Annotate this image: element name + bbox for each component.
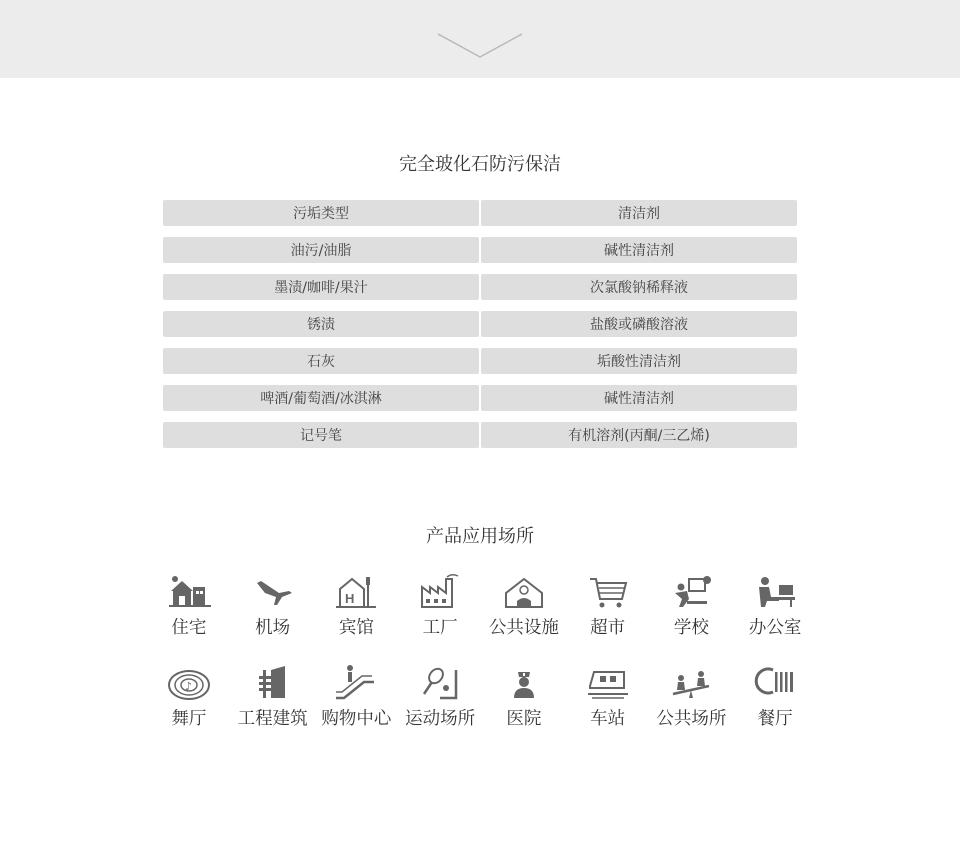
place-label: 餐厅 <box>757 709 793 729</box>
table-cell: 碱性清洁剂 <box>481 237 797 263</box>
place-item-office <box>733 573 817 639</box>
music-disc-icon <box>165 664 213 702</box>
place-label: 车站 <box>590 709 626 729</box>
place-item-school <box>650 573 734 639</box>
playground-icon <box>667 664 715 702</box>
place-item-sports-venue <box>398 664 482 730</box>
table-cell: 碱性清洁剂 <box>481 385 797 411</box>
tennis-icon <box>416 664 464 702</box>
school-icon <box>667 573 715 611</box>
airplane-icon <box>249 573 297 611</box>
table-row <box>163 274 797 300</box>
house-icon <box>165 573 213 611</box>
table-row <box>163 311 797 337</box>
place-item-public-facility <box>482 573 566 639</box>
place-label: 公共设施 <box>488 618 559 638</box>
restaurant-icon <box>751 664 799 702</box>
place-label: 公共场所 <box>656 709 727 729</box>
place-item-airport <box>231 573 315 639</box>
place-item-hotel <box>315 573 399 639</box>
places-grid-row-1 <box>147 573 817 639</box>
table-cell: 次氯酸钠稀释液 <box>481 274 797 300</box>
table-row <box>163 385 797 411</box>
table-cell: 锈渍 <box>163 311 479 337</box>
place-label: 住宅 <box>171 618 207 638</box>
table-header-cell: 污垢类型 <box>163 200 479 226</box>
places-section-title: 产品应用场所 <box>426 526 534 547</box>
place-item-hospital <box>482 664 566 730</box>
table-row <box>163 422 797 448</box>
place-label: 学校 <box>673 618 709 638</box>
svg-text:H: H <box>345 591 355 606</box>
place-label: 医院 <box>506 709 542 729</box>
chevron-down-icon[interactable] <box>436 32 524 60</box>
factory-icon <box>416 573 464 611</box>
place-label: 机场 <box>255 618 291 638</box>
public-facility-icon <box>500 573 548 611</box>
table-cell: 墨渍/咖啡/果汁 <box>163 274 479 300</box>
place-label: 舞厅 <box>171 709 207 729</box>
table-cell: 盐酸或磷酸溶液 <box>481 311 797 337</box>
table-header-row <box>163 200 797 226</box>
office-icon <box>751 573 799 611</box>
place-label: 办公室 <box>748 618 802 638</box>
train-icon <box>584 664 632 702</box>
shopping-cart-icon <box>584 573 632 611</box>
place-item-restaurant <box>733 664 817 730</box>
place-item-station <box>566 664 650 730</box>
place-label: 工程建筑 <box>237 709 308 729</box>
place-item-public-place <box>650 664 734 730</box>
table-cell: 石灰 <box>163 348 479 374</box>
place-item-factory <box>398 573 482 639</box>
places-grid-row-2 <box>147 664 817 730</box>
table-cell: 垢酸性清洁剂 <box>481 348 797 374</box>
table-cell: 啤酒/葡萄酒/冰淇淋 <box>163 385 479 411</box>
hotel-icon <box>332 573 380 611</box>
place-item-construction <box>231 664 315 730</box>
place-label: 运动场所 <box>405 709 476 729</box>
escalator-icon <box>332 664 380 702</box>
place-item-supermarket <box>566 573 650 639</box>
place-item-dance-hall <box>147 664 231 730</box>
top-banner <box>0 0 960 78</box>
place-label: 购物中心 <box>321 709 392 729</box>
place-item-residence <box>147 573 231 639</box>
table-cell: 记号笔 <box>163 422 479 448</box>
place-label: 超市 <box>590 618 626 638</box>
cleaning-table <box>163 200 797 459</box>
svg-text:♪: ♪ <box>184 680 192 693</box>
table-row <box>163 348 797 374</box>
cleaning-section-title: 完全玻化石防污保洁 <box>399 154 561 175</box>
place-label: 工厂 <box>422 618 458 638</box>
nurse-icon <box>500 664 548 702</box>
place-item-shopping-mall <box>315 664 399 730</box>
table-cell: 油污/油脂 <box>163 237 479 263</box>
table-header-cell: 清洁剂 <box>481 200 797 226</box>
table-cell: 有机溶剂(丙酮/三乙烯) <box>481 422 797 448</box>
building-icon <box>249 664 297 702</box>
place-label: 宾馆 <box>338 618 374 638</box>
table-row <box>163 237 797 263</box>
